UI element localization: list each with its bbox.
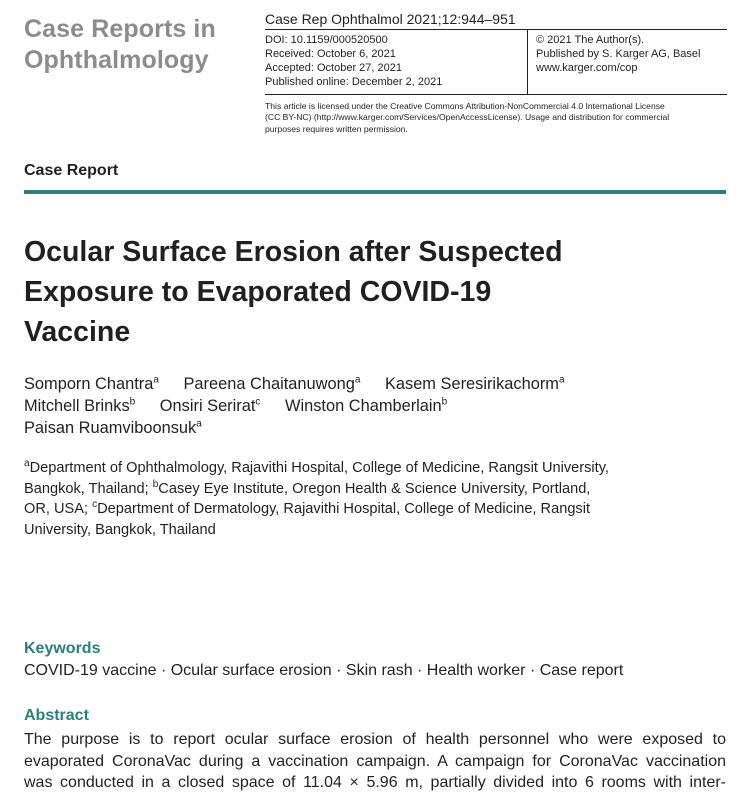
- accepted-date: Accepted: October 27, 2021: [265, 62, 402, 74]
- abstract-line: was conducted in a closed space of 11.04 × 5.96 m, partially divided into 6 rooms with inter-: [24, 774, 726, 791]
- abstract-heading: Abstract: [24, 707, 89, 724]
- meta-publisher: [527, 30, 727, 94]
- title-line: Vaccine: [24, 316, 131, 348]
- journal-name-line2: Ophthalmology: [24, 46, 209, 74]
- author-line: [24, 373, 585, 395]
- affiliations: [24, 458, 724, 540]
- article-type: Case Report: [24, 162, 119, 179]
- publisher: Published by S. Karger AG, Basel: [536, 48, 701, 60]
- meta-rule: [265, 94, 727, 95]
- author: Onsiri Serirat$^c$: [159, 396, 261, 415]
- author: Mitchell Brinks$^b$: [24, 396, 136, 415]
- author-list: [24, 373, 585, 439]
- website-link[interactable]: www.karger.com/cop: [536, 62, 638, 74]
- affiliation-line: OR, USA; $^c$Department of Dermatology, Rajavithi Hospital, College of Medicine, Rangsit: [24, 499, 591, 517]
- abstract-line: evaporated CoronaVac during a vaccination campaign. A campaign for CoronaVac vaccination: [24, 752, 726, 770]
- copyright: © 2021 The Author(s).: [536, 34, 645, 46]
- author: Winston Chamberlain$^b$: [284, 396, 448, 415]
- author: Paisan Ruamviboonsuk$^a$: [24, 418, 202, 437]
- license-line2: (CC BY-NC) (http://www.karger.com/Services/OpenAccessLicense). Usage and distribution for commercial: [265, 112, 670, 123]
- keywords-text: COVID-19 vaccine · Ocular surface erosion · Skin rash · Health worker · Case report: [24, 662, 624, 679]
- license-line3: purposes requires written permission.: [265, 123, 408, 134]
- author-line: [24, 417, 585, 439]
- meta-grid: [265, 30, 727, 94]
- author-line: [24, 395, 585, 417]
- title-line: Exposure to Evaporated COVID-19: [24, 276, 492, 308]
- citation-box: [265, 11, 727, 95]
- license-notice: [265, 101, 735, 135]
- meta-dates: [265, 30, 527, 94]
- author: Somporn Chantra$^a$: [24, 374, 159, 393]
- license-line1: This article is licensed under the Creative Commons Attribution-NonCommercial 4.0 International License: [265, 101, 665, 111]
- section-divider: [24, 190, 726, 194]
- title-line: Ocular Surface Erosion after Suspected: [24, 236, 563, 268]
- abstract-line: The purpose is to report ocular surface erosion of health personnel who were exposed to: [24, 731, 726, 748]
- received-date: Received: October 6, 2021: [265, 48, 396, 60]
- affiliation-line: $^a$Department of Ophthalmology, Rajavithi Hospital, College of Medicine, Rangsit University,: [24, 458, 609, 476]
- keywords-heading: Keywords: [24, 640, 101, 657]
- author: Pareena Chaitanuwong$^a$: [183, 374, 361, 393]
- doi: DOI: 10.1159/000520500: [265, 34, 388, 46]
- journal-name-line1: Case Reports in: [24, 15, 216, 43]
- journal-name: [24, 14, 216, 76]
- author: Kasem Seresirikachorm$^a$: [384, 374, 565, 393]
- affiliation-line: University, Bangkok, Thailand: [24, 521, 216, 538]
- affiliation-line: Bangkok, Thailand; $^b$Casey Eye Institute, Oregon Health & Science University, Portland,: [24, 478, 591, 497]
- published-date: Published online: December 2, 2021: [265, 76, 443, 88]
- article-title: [24, 232, 724, 352]
- abstract-text: [24, 729, 726, 794]
- citation: Case Rep Ophthalmol 2021;12:944–951: [265, 11, 516, 27]
